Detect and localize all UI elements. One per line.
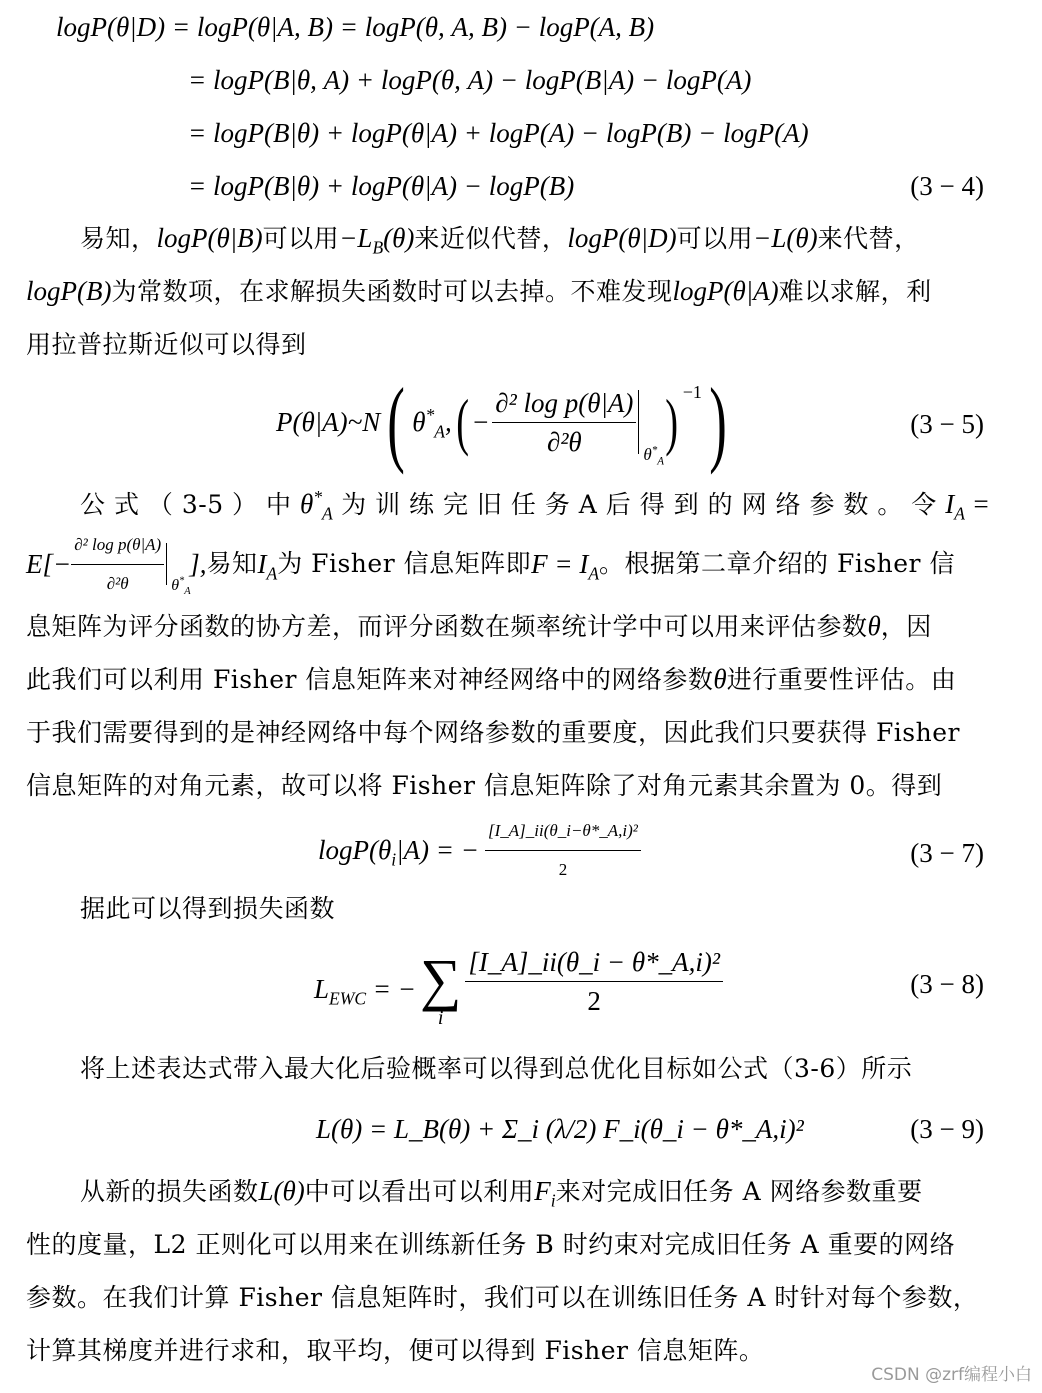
- equation-lhs: $L_{EWC}$ = −: [314, 974, 416, 1009]
- text: 息矩阵为评分函数的协方差，而评分函数在频率统计学中可以用来评估参数: [26, 612, 868, 641]
- equation-fraction: [485, 814, 641, 887]
- text: 难以求解，利: [778, 277, 932, 306]
- evaluation-point: $\theta^*_A$: [643, 444, 665, 468]
- left-paren: (: [387, 368, 406, 475]
- equation-3-4-line-3: = logP(B|θ) + logP(θ|A) + logP(A) − logP(B) − logP(A): [188, 118, 809, 148]
- text: 从新的损失函数: [80, 1177, 259, 1206]
- text: 公 式 （ 3-5 ） 中: [80, 490, 300, 519]
- paragraph-2-line-1: [80, 487, 990, 522]
- math-inline: $I_A$: [945, 489, 965, 524]
- paragraph-2-line-2: [26, 534, 955, 598]
- paragraph-5-line-2: [26, 1227, 955, 1262]
- text: 来代替，: [817, 224, 920, 253]
- hessian-fraction-inline: [71, 528, 164, 601]
- text: 参数。在我们计算 Fisher 信息矩阵时，我们可以在训练旧任务 A 时针对每个参数，: [26, 1283, 979, 1312]
- paragraph-2-line-3: [26, 609, 932, 644]
- paragraph-2-line-4: [26, 662, 956, 697]
- text: 据此可以得到损失函数: [80, 894, 336, 923]
- paragraph-1-line-3: [26, 327, 307, 362]
- sigma-icon: ∑: [420, 947, 462, 1012]
- paragraph-3: [80, 891, 335, 926]
- evaluation-bar: [638, 390, 665, 468]
- math-inline: −L(θ): [753, 223, 818, 253]
- text: 易知: [206, 549, 258, 578]
- math-inline: E[−: [26, 549, 72, 579]
- paragraph-1-line-2: [26, 274, 932, 309]
- text: 进行重要性评估。由: [726, 665, 957, 694]
- text: 计算其梯度并进行求和，取平均，便可以得到 Fisher 信息矩阵。: [26, 1336, 765, 1365]
- equation-3-9: L(θ) = L_B(θ) + Σ_i (λ/2) F_i(θ_i − θ*_A,i)²: [316, 1114, 804, 1144]
- paragraph-5-line-3: [26, 1280, 978, 1315]
- equation-3-4-line-2: = logP(B|θ, A) + logP(θ, A) − logP(B|A) − logP(A): [188, 65, 752, 95]
- text: 为常数项，在求解损失函数时可以去掉。不难发现: [111, 277, 673, 306]
- text: 可以用: [676, 224, 754, 253]
- inner-left-paren: (: [456, 386, 469, 457]
- fraction-denominator: 2: [558, 859, 568, 879]
- text: 。根据第二章介绍的 Fisher 信: [599, 549, 955, 578]
- math-inline: $F_i$: [534, 1176, 556, 1211]
- hessian-fraction: [492, 386, 636, 459]
- fraction-numerator: [I_A]_ii(θ_i − θ*_A,i)²: [465, 945, 723, 982]
- text: 易知，: [80, 224, 157, 253]
- equals-sign: =: [964, 489, 990, 519]
- text: 为 训 练 完 旧 任 务 A 后 得 到 的 网 络 参 数 。 令: [332, 490, 946, 519]
- math-inline: L(θ): [258, 1176, 305, 1206]
- fraction-numerator: ∂² log p(θ|A): [71, 528, 164, 565]
- paragraph-5-line-4: [26, 1333, 764, 1368]
- inner-right-paren: ): [665, 386, 679, 457]
- equation-number-3-4: (3 − 4): [910, 171, 984, 201]
- math-part: −L: [339, 223, 373, 253]
- math-part: (θ): [383, 223, 415, 253]
- csdn-watermark: CSDN @zrf编程小白: [871, 1365, 1032, 1385]
- paragraph-2-line-5: [26, 715, 960, 750]
- equation-number-3-7: (3 − 7): [910, 838, 984, 868]
- math-inline: logP(B): [26, 276, 112, 306]
- math-inline: θ: [867, 611, 881, 641]
- equation-3-8: [314, 944, 723, 1034]
- text: 为 Fisher 信息矩阵即: [277, 549, 532, 578]
- text: ，因: [880, 612, 932, 641]
- sum-index: i: [437, 1007, 444, 1029]
- fraction-denominator: ∂²θ: [547, 426, 582, 457]
- paragraph-1-line-1: [80, 221, 920, 256]
- equation-3-5: P(θ|A)~N ( $\theta^*_A$, ( − $\frac{\text{∂² log p(θ|A)}}{\text{∂²θ}}$ $\theta^*_A$ ) $^{-1}$ ): [276, 368, 727, 475]
- minus-sign: −: [473, 407, 489, 437]
- fraction-denominator: ∂²θ: [106, 573, 129, 593]
- text: 将上述表达式带入最大化后验概率可以得到总优化目标如公式（3-6）所示: [80, 1054, 913, 1083]
- equation-3-4-line-4: = logP(B|θ) + logP(θ|A) − logP(B): [188, 171, 575, 201]
- equation-number-3-8: (3 − 8): [910, 969, 984, 999]
- paragraph-2-line-6: [26, 768, 942, 803]
- equation-lhs: P(θ|A)~N: [276, 407, 381, 437]
- summation: [420, 947, 462, 1029]
- mean-theta: $\theta^*_A$,: [412, 405, 452, 442]
- fraction-numerator: ∂² log p(θ|A): [492, 386, 636, 423]
- text: 用拉普拉斯近似可以得到: [26, 330, 307, 359]
- math-inline: logP(θ|B): [156, 223, 263, 253]
- math-inline: $F = I_A$: [531, 549, 600, 584]
- fraction-denominator: 2: [587, 985, 601, 1016]
- text: 于我们需要得到的是神经网络中每个网络参数的重要度，因此我们只要获得 Fisher: [26, 718, 960, 747]
- fraction-numerator: [I_A]_ii(θ_i−θ*_A,i)²: [485, 814, 641, 851]
- equation-3-7: [318, 822, 641, 878]
- text: 信息矩阵的对角元素，故可以将 Fisher 信息矩阵除了对角元素其余置为 0。得到: [26, 771, 943, 800]
- equation-number-3-5: (3 − 5): [910, 409, 984, 439]
- equation-3-4-line-1: logP(θ|D) = logP(θ|A, B) = logP(θ, A, B) − logP(A, B): [56, 12, 655, 42]
- math-inline: θ: [713, 664, 727, 694]
- paragraph-5-line-1: [80, 1174, 923, 1209]
- right-paren: ): [709, 368, 727, 475]
- text: 来对完成旧任务 A 网络参数重要: [555, 1177, 923, 1206]
- math-inline: logP(θ|D): [567, 223, 677, 253]
- text: 中可以看出可以利用: [304, 1177, 535, 1206]
- equation-lhs: $\log P(\theta_i|A)$ = −: [318, 835, 479, 870]
- math-inline: $I_A$: [257, 549, 278, 584]
- text: 来近似代替，: [414, 224, 568, 253]
- text: 可以用: [262, 224, 340, 253]
- math-inline: $\theta^*_A$: [299, 487, 333, 524]
- math-subscript: B: [372, 237, 384, 258]
- text: 性的度量，L2 正则化可以用来在训练新任务 B 时约束对完成旧任务 A 重要的网络: [26, 1230, 956, 1259]
- paragraph-4: [80, 1051, 912, 1086]
- equation-number-3-9: (3 − 9): [910, 1114, 984, 1144]
- math-inline: [339, 223, 415, 258]
- math-inline: ],: [189, 549, 207, 579]
- math-inline: logP(θ|A): [672, 276, 779, 306]
- equation-fraction: [465, 945, 723, 1018]
- evaluation-bar: $\theta^*_A$: [166, 543, 167, 585]
- text: 此我们可以利用 Fisher 信息矩阵来对神经网络中的网络参数: [26, 665, 714, 694]
